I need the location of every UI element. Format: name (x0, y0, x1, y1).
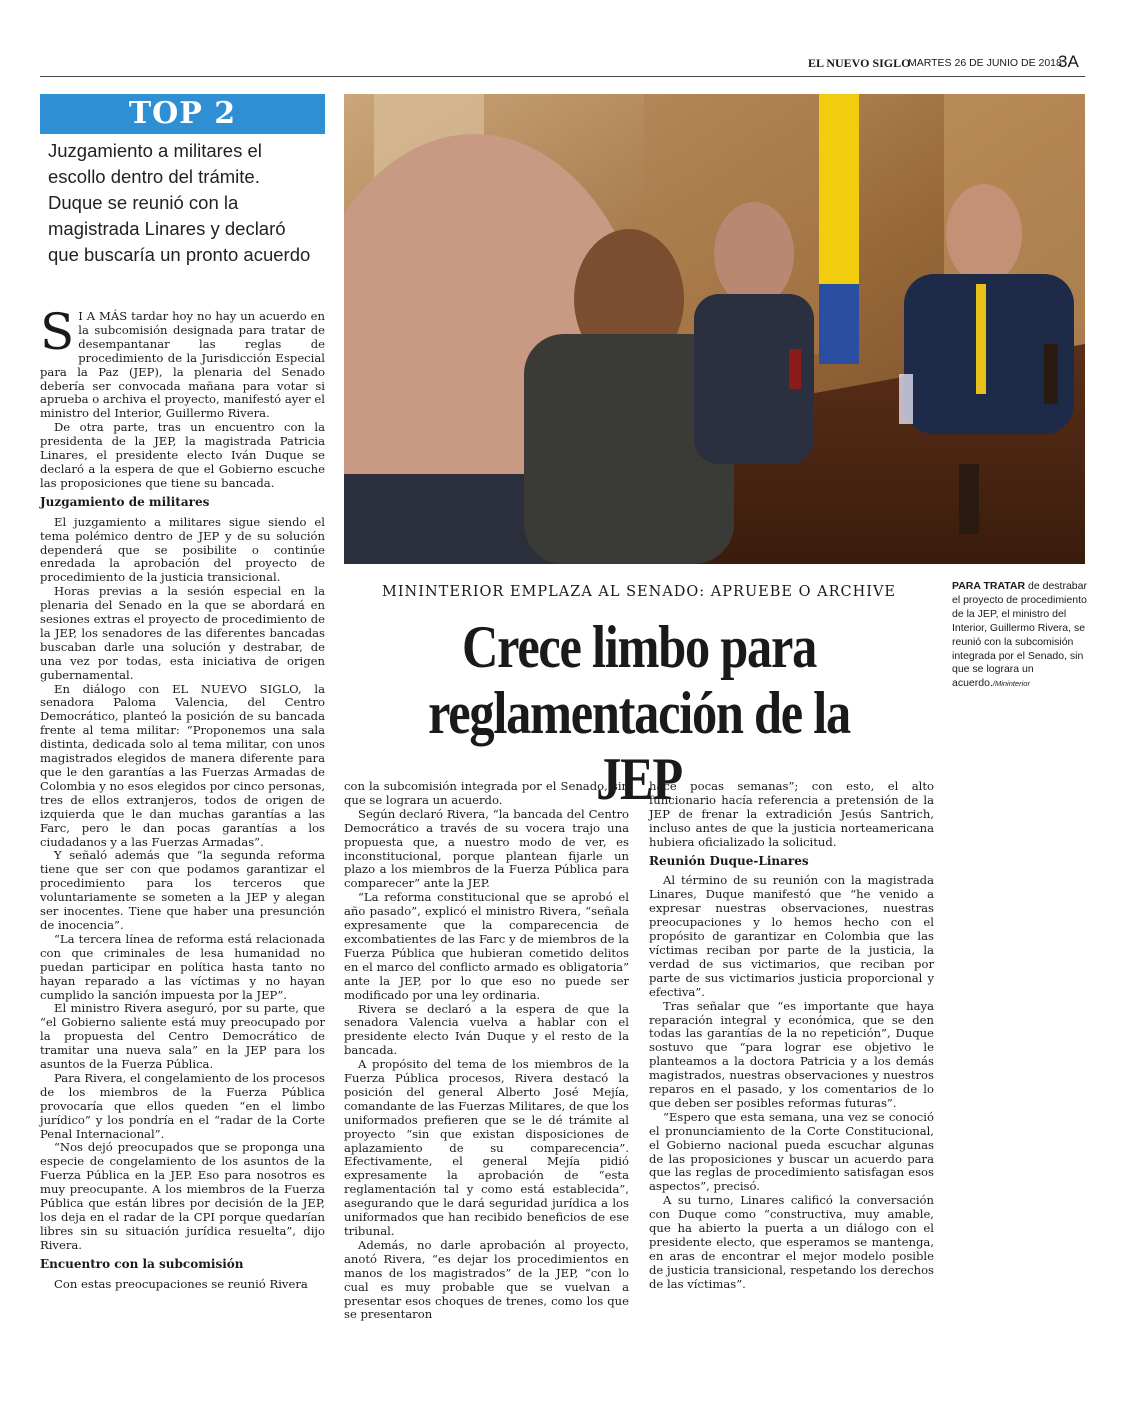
caption-text: de destrabar el proyecto de procedimiento de la JEP, el ministro del Interior, Guillermo Rivera, se reunió con la subcomisión integrada por el Senado, sin que se lograra un acuerdo. (952, 580, 1087, 690)
top-badge-label: TOP 2 (128, 96, 237, 131)
article-column-1 (40, 303, 325, 1292)
paragraph: hace pocas semanas”; con esto, el alto funcionario hacía referencia a pretensión de la JEP de frenar la extradición Jesús Santrich, incluso antes de que la justicia norteamericana hubiera oficializado la solicitud. (649, 779, 934, 849)
section-heading: Juzgamiento de militares (40, 494, 210, 509)
paragraph: “Espero que esta semana, una vez se conoció el pronunciamiento de la Corte Constitucional, el Gobierno nacional pueda escuchar algunas de las proposiciones y buscar un acuerdo para que las reglas de procedimiento satisfagan esos aspectos”, precisó. (649, 1109, 934, 1194)
paragraph: Con estas preocupaciones se reunió Rivera (54, 1276, 308, 1291)
paragraph: “La tercera línea de reforma está relacionada con que criminales de lesa humanidad no puedan participar en política hasta tanto no hayan reparado a las víctimas y no hayan cumplido la sanción impuesta por la JEP”. (40, 931, 325, 1002)
article-column-2 (344, 780, 629, 1322)
paragraph: Horas previas a la sesión especial en la plenaria del Senado en la que se abordará en sesiones extras el proyecto de procedimiento de la JEP, los senadores de las diferentes bancadas buscaban darle una solución y destrabar, de una vez por todas, esta iniciativa de origen gubernamental. (40, 584, 325, 682)
page-number: 3A (1058, 52, 1079, 71)
paragraph: Según declaró Rivera, “la bancada del Centro Democrático a través de su vocera trajo una propuesta que, a nuestro modo de ver, es inconstitucional, porque plantean fijarle un plazo a los miembros de la Fuerza Pública para comparecer” ante la JEP. (344, 806, 629, 891)
caption-credit: /Mininterior (992, 679, 1030, 689)
paragraph: “La reforma constitucional que se aprobó el año pasado”, explicó el ministro Rivera, “señala expresamente que la comparecencia de excombatientes de las Farc y de miembros de la Fuerza Pública que hubieran cometido delitos en el marco del conflicto armado es obligatoria” ante la JEP, por lo que eso no puede ser modificado por una ley ordinaria. (344, 890, 629, 1002)
paragraph: Al término de su reunión con la magistrada Linares, Duque manifestó que “he venido a expresar nuestras observaciones, nuestras preocupaciones y lo hemos hecho con el propósito de garantizar en Colombia que las víctimas reciban por parte de la justicia, la verdad de sus victimarios, que reciban por parte de sus victimarios justicia proporcional y efectiva”. (649, 873, 934, 999)
paragraph: El ministro Rivera aseguró, por su parte, que “el Gobierno saliente está muy preocupado por la propuesta del Centro Democrático de tramitar una nueva sala” en la JEP para los asuntos de la Fuerza Pública. (40, 1001, 325, 1072)
paragraph: De otra parte, tras un encuentro con la presidenta de la JEP, la magistrada Patricia Linares, el presidente electo Iván Duque se declaró a la espera de que el Gobierno escuche las proposiciones que tiene su bancada. (40, 420, 325, 490)
paragraph: Y señaló además que “la segunda reforma tiene que ser con que podamos garantizar el procedimiento para los terceros que voluntariamente se someten a la JEP y alegan ser inocentes. Tiene que haber una presunción de inocencia”. (40, 848, 325, 932)
section-heading: Reunión Duque-Linares (649, 853, 809, 868)
paragraph (40, 303, 325, 421)
paragraph: Para Rivera, el congelamiento de los procesos de los miembros de la Fuerza Pública provocaría que ellos queden “en el limbo jurídico” y los pondría en el “radar de la Corte Penal Internacional”. (40, 1070, 325, 1141)
issue-date: MARTES 26 DE JUNIO DE 2018 (908, 57, 1062, 69)
caption-lead: PARA TRATAR (952, 580, 1026, 592)
page-header (808, 52, 1108, 74)
paragraph: El juzgamiento a militares sigue siendo el tema polémico dentro de JEP y de su solución dependerá que se posibilite o continúe enredada la aprobación del proyecto de procedimiento de la justicia transicional. (40, 514, 325, 585)
paragraph-text: I A MÁS tardar hoy no hay un acuerdo en la subcomisión designada para tratar de desempantanar las reglas de procedimiento de la Jurisdicción Especial para la Paz (JEP), la plenaria del Senado debería ser convocada mañana para votar si aprueba o archiva el proyecto, manifestó ayer el ministro del Interior, Guillermo Rivera. (40, 309, 325, 421)
top-badge (40, 94, 325, 134)
paragraph: Rivera se declaró a la espera de que la senadora Valencia vuelva a hablar con el presidente electo Iván Duque y el resto de la bancada. (344, 1001, 629, 1058)
sidebar-summary: Juzgamiento a militares el escollo dentro del trámite. Duque se reunió con la magistrada Linares y declaró que buscaría un pronto acuerdo (48, 140, 311, 265)
publication-name: EL NUEVO SIGLO (808, 56, 911, 70)
article-column-3 (649, 780, 934, 1292)
paragraph: Además, no darle aprobación al proyecto, anotó Rivera, “es dejar los procedimientos en manos de los magistrados” de la JEP, “con lo cual es muy probable que se vuelvan a presentar esos choques de trenes, como los que se presentaron (344, 1237, 629, 1322)
photo-caption (952, 580, 1087, 691)
drop-cap: S (40, 303, 75, 361)
header-rule (40, 76, 1085, 77)
headline-line-2: reglamentación de la JEP (428, 680, 850, 812)
meeting-photo-illustration (344, 94, 1085, 564)
paragraph: A propósito del tema de los miembros de la Fuerza Pública procesos, Rivera destacó la posición del general Alberto José Mejía, comandante de las Fuerzas Militares, de que los uniformados prefieren que se le dé trámite al proyecto “sin que existan disposiciones de aplazamiento de su comparecencia”. Efectivamente, el general Mejía pidió expresamente la aprobación de “esta reglamentación tal y como está establecida”, asegurando que le dará seguridad jurídica a los uniformados que han recibido beneficios de ese tribunal. (344, 1057, 629, 1238)
news-photo (344, 94, 1085, 564)
section-heading: Encuentro con la subcomisión (40, 1256, 244, 1271)
paragraph: A su turno, Linares calificó la conversación con Duque como “constructiva, muy amable, que ha abierto la puerta a un diálogo con el presidente electo, que esperamos se mantenga, en aras de encontrar el mejor modelo posible de justicia transicional, respetando los derechos de las víctimas”. (649, 1193, 934, 1291)
article-kicker: MININTERIOR EMPLAZA AL SENADO: APRUEBE O ARCHIVE (381, 584, 897, 600)
paragraph: con la subcomisión integrada por el Senado, sin que se lograra un acuerdo. (344, 779, 629, 807)
paragraph: En diálogo con EL NUEVO SIGLO, la senadora Paloma Valencia, del Centro Democrático, planteó la posición de su bancada frente al tema militar: “Proponemos una sala distinta, dedicada solo al tema militar, con unos magistrados elegidos de manera diferente para que le den garantías a las Fuerzas Armadas de Colombia y no esos elegidos por cinco personas, tres de ellos extranjeros, todos de origen de izquierda que le dan muchas garantías a las Farc, pero le dan pocas garantías a los ciudadanos y a las Fuerzas Armadas”. (40, 681, 325, 849)
paragraph: Tras señalar que “es importante que haya reparación integral y económica, que se den todas las garantías de la no repetición”, Duque sostuvo que “para lograr ese objetivo le planteamos a la doctora Patricia y a los demás magistrados, nuestras observaciones y nuestros reparos en el pasado, y los comentarios de lo que deben ser posibles reformas futuras”. (649, 998, 934, 1110)
headline-line-1: Crece limbo para (461, 614, 817, 680)
paragraph: “Nos dejó preocupados que se proponga una especie de congelamiento de los asuntos de la Fuerza Pública en la JEP. Eso para nosotros es muy preocupante. A los miembros de la Fuerza Pública que están libres por decisión de la JEP, los deja en el radar de la CPI porque quedarían libres sin su situación jurídica resuelta”, dijo Rivera. (40, 1140, 325, 1252)
